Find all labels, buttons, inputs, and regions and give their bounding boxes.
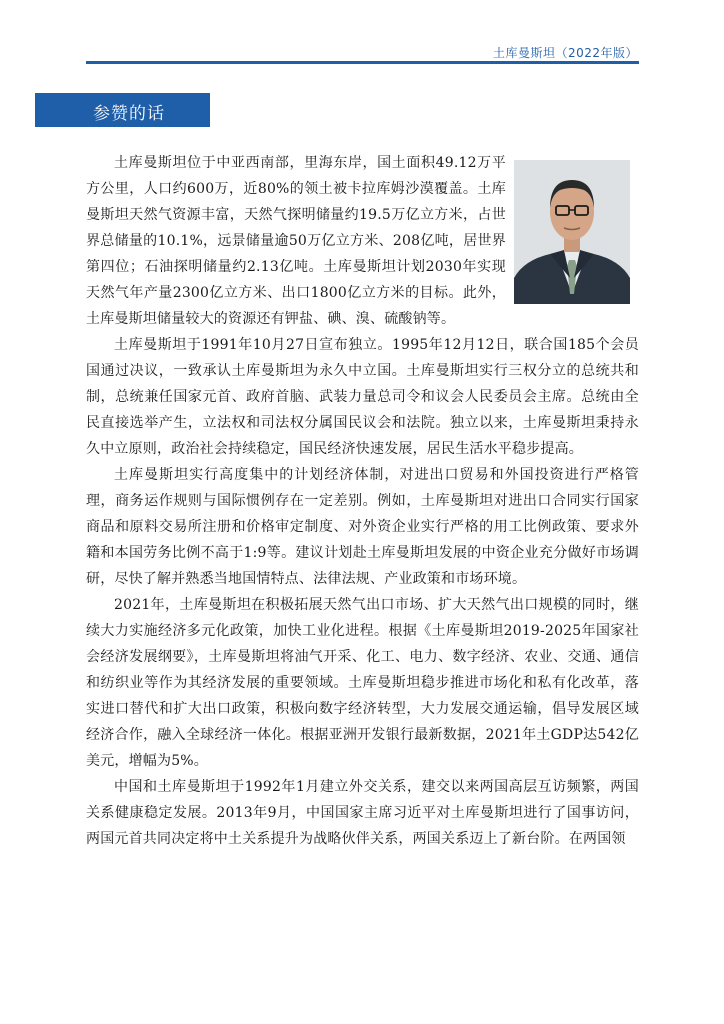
paragraph-development: 2021年，土库曼斯坦在积极拓展天然气出口市场、扩大天然气出口规模的同时，继续大力实施经济多元化政策，加快工业化进程。根据《土库曼斯坦2019-2025年国家社会经济发展纲要》，土库曼斯坦将油气开采、化工、电力、数字经济、农业、交通、通信和纺织业等作为其经济发展的重要领域。土库曼斯坦稳步推进市场化和私有化改革，落实进口替代和扩大出口政策，积极向数字经济转型，大力发展交通运输，倡导发展区域经济合作，融入全球经济一体化。根据亚洲开发银行最新数据，2021年土GDP达542亿美元，增幅为5%。	[86, 597, 639, 769]
paragraph-relations: 中国和土库曼斯坦于1992年1月建立外交关系，建交以来两国高层互访频繁，两国关系健康稳定发展。2013年9月，中国国家主席习近平对土库曼斯坦进行了国事访问，两国元首共同决定将中土关系提升为战略伙伴关系，两国关系迈上了新台阶。在两国领	[86, 779, 639, 847]
paragraph-economy: 土库曼斯坦实行高度集中的计划经济体制，对进出口贸易和外国投资进行严格管理，商务运作规则与国际惯例存在一定差别。例如，土库曼斯坦对进出口合同实行国家商品和原料交易所注册和价格审定制度、对外资企业实行严格的用工比例政策、要求外籍和本国劳务比例不高于1:9等。建议计划赴土库曼斯坦发展的中资企业充分做好市场调研，尽快了解并熟悉当地国情特点、法律法规、产业政策和市场环境。	[86, 467, 639, 587]
paragraph-overview: 土库曼斯坦位于中亚西南部，里海东岸，国土面积49.12万平方公里，人口约600万，近80%的领土被卡拉库姆沙漠覆盖。土库曼斯坦天然气资源丰富，天然气探明储量约19.5万亿立方米，占世界总储量的10.1%，远景储量逾50万亿立方米、208亿吨，居世界第四位；石油探明储量约2.13亿吨。土库曼斯坦计划2030年实现天然气年产量2300亿立方米、出口1800亿立方米的目标。此外，土库曼斯坦储量较大的资源还有钾盐、碘、溴、硫酸钠等。	[86, 155, 506, 327]
paragraph-independence: 土库曼斯坦于1991年10月27日宣布独立。1995年12月12日，联合国185个会员国通过决议，一致承认土库曼斯坦为永久中立国。土库曼斯坦实行三权分立的总统共和制，总统兼任国家元首、政府首脑、武装力量总司令和议会人民委员会主席。总统由全民直接选举产生，立法权和司法权分属国民议会和法院。独立以来，土库曼斯坦秉持永久中立原则，政治社会持续稳定，国民经济快速发展，居民生活水平稳步提高。	[86, 337, 639, 457]
section-banner	[35, 93, 210, 127]
section-title: 参赞的话	[93, 104, 165, 124]
running-header: 土库曼斯坦（2022年版）	[492, 46, 638, 60]
header-rule	[86, 61, 639, 64]
body-text	[86, 150, 639, 852]
